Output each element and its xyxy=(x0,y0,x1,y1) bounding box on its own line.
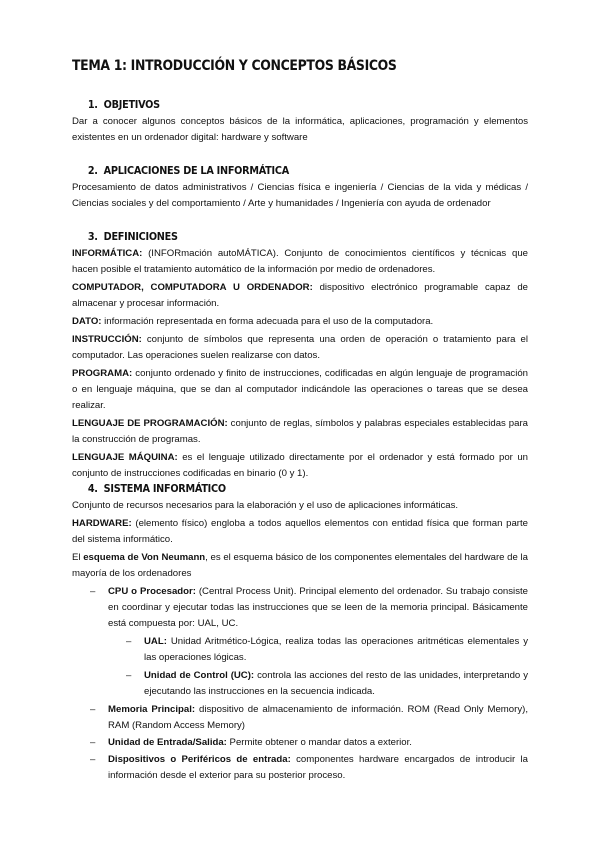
definition-dato xyxy=(72,314,528,330)
definition-text: conjunto ordenado y finito de instrucciones, codificadas en algún lenguaje de programación o en lenguaje máquina, que se dan al computador indicándole las operaciones o tareas que se desea realizar. xyxy=(72,368,528,411)
section-heading xyxy=(72,96,473,114)
component-list xyxy=(72,584,528,784)
dash-bullet: – xyxy=(126,636,132,647)
definition-text: (elemento físico) engloba a todos aquellos elementos con entidad física que forman parte del sistema informático. xyxy=(72,518,528,545)
definition-term: esquema de Von Neumann xyxy=(83,552,206,563)
section-definiciones xyxy=(72,228,528,482)
cpu-sublist xyxy=(108,634,528,700)
paragraph: Conjunto de recursos necesarios para la elaboración y el uso de aplicaciones informáticas. xyxy=(72,500,459,511)
definition-text: es el lenguaje utilizado directamente por el ordenador y está formado por un conjunto de instrucciones codificadas en binario (0 y 1). xyxy=(72,452,528,479)
definition-term: HARDWARE: xyxy=(72,518,132,529)
dash-bullet: – xyxy=(90,754,96,765)
section-title: DEFINICIONES xyxy=(103,230,178,243)
list-item-entrada-salida xyxy=(72,735,528,751)
item-term: Dispositivos o Periféricos de entrada: xyxy=(108,754,291,765)
section-heading xyxy=(72,480,473,498)
section-title: OBJETIVOS xyxy=(103,98,160,111)
section-aplicaciones xyxy=(72,162,528,212)
definition-term: LENGUAJE DE PROGRAMACIÓN: xyxy=(72,418,228,429)
item-text: (Central Process Unit). Principal elemento del ordenador. Su trabajo consiste en coordinar y ejecutar todas las instrucciones que se leen de la memoria principal. Básicamente está compuesta por: UAL, UC. xyxy=(108,586,528,629)
paragraph: Procesamiento de datos administrativos / Ciencias física e ingeniería / Ciencias de la vida y médicas / Ciencias sociales y del comportamiento / Arte y humanidades / Ingeniería con ayuda de ordenador xyxy=(72,182,528,209)
von-neumann-paragraph xyxy=(72,550,528,582)
hardware-definition xyxy=(72,516,528,548)
dash-bullet: – xyxy=(126,670,132,681)
item-text: dispositivo de almacenamiento de información. ROM (Read Only Memory), RAM (Random Access Memory) xyxy=(108,704,528,731)
list-item-cpu xyxy=(72,584,528,700)
section-title: APLICACIONES DE LA INFORMÁTICA xyxy=(103,164,289,177)
definition-text: información representada en forma adecuada para el uso de la computadora. xyxy=(101,316,434,327)
item-term: Unidad de Control (UC): xyxy=(144,670,255,681)
definition-term: INFORMÁTICA: xyxy=(72,248,143,259)
section-number: 3. xyxy=(87,230,98,243)
paragraph: Dar a conocer algunos conceptos básicos de la informática, aplicaciones, programación y elementos existentes en un ordenador digital: hardware y software xyxy=(72,116,528,143)
list-item-ual xyxy=(108,634,528,666)
section-objetivos xyxy=(72,96,528,146)
text-run: El xyxy=(72,552,84,563)
definition-term: DATO: xyxy=(72,316,102,327)
section-heading xyxy=(72,162,473,180)
definition-lenguaje-maquina xyxy=(72,450,528,482)
definition-term: COMPUTADOR, COMPUTADORA U ORDENADOR: xyxy=(72,282,313,293)
item-term: UAL: xyxy=(144,636,167,647)
section-heading xyxy=(72,228,473,246)
definition-text: conjunto de símbolos que representa una orden de operación o tratamiento para el computador. Las operaciones suelen realizarse con datos. xyxy=(72,334,528,361)
definition-lenguaje-programacion xyxy=(72,416,528,448)
definition-text: , es el esquema básico de los componentes elementales del hardware de la mayoría de los ordenadores xyxy=(72,552,528,579)
definition-text: (INFORmación autoMÁTICA). Conjunto de conocimientos científicos y técnicas que hacen posible el tratamiento automático de la información por medio de ordenadores. xyxy=(72,248,528,275)
definition-programa xyxy=(72,366,528,414)
dash-bullet: – xyxy=(90,737,96,748)
page-title: TEMA 1: INTRODUCCIÓN Y CONCEPTOS BÁSICOS xyxy=(72,58,397,74)
definition-text: dispositivo electrónico programable capaz de almacenar y procesar información. xyxy=(72,282,528,309)
section-title: SISTEMA INFORMÁTICO xyxy=(103,482,226,495)
definition-text: conjunto de reglas, símbolos y palabras especiales establecidas para la construcción de programas. xyxy=(72,418,528,445)
item-text: controla las acciones del resto de las unidades, interpretando y ejecutando las instrucciones en la secuencia indicada. xyxy=(144,670,529,697)
item-term: Memoria Principal: xyxy=(108,704,196,715)
item-term: CPU o Procesador: xyxy=(108,586,196,597)
item-text: Permite obtener o mandar datos a exterior. xyxy=(226,737,412,748)
item-text: Unidad Aritmético-Lógica, realiza todas las operaciones aritméticas elementales y las operaciones lógicas. xyxy=(144,636,528,663)
list-item-uc xyxy=(108,668,528,700)
definition-informatica xyxy=(72,246,528,278)
section-number: 2. xyxy=(87,164,98,177)
section-number: 4. xyxy=(87,482,98,495)
section-number: 1. xyxy=(87,98,98,111)
dash-bullet: – xyxy=(90,586,96,597)
item-term: Unidad de Entrada/Salida: xyxy=(108,737,227,748)
dash-bullet: – xyxy=(90,704,96,715)
definition-computador xyxy=(72,280,528,312)
definition-instruccion xyxy=(72,332,528,364)
definition-term: PROGRAMA: xyxy=(72,368,133,379)
item-text: componentes hardware encargados de introducir la información desde el exterior para su posterior proceso. xyxy=(108,754,528,781)
definition-term: LENGUAJE MÁQUINA: xyxy=(72,452,178,463)
list-item-memoria xyxy=(72,702,528,734)
definition-term: INSTRUCCIÓN: xyxy=(72,334,142,345)
section-sistema xyxy=(72,480,528,785)
list-item-perifericos xyxy=(72,752,528,784)
